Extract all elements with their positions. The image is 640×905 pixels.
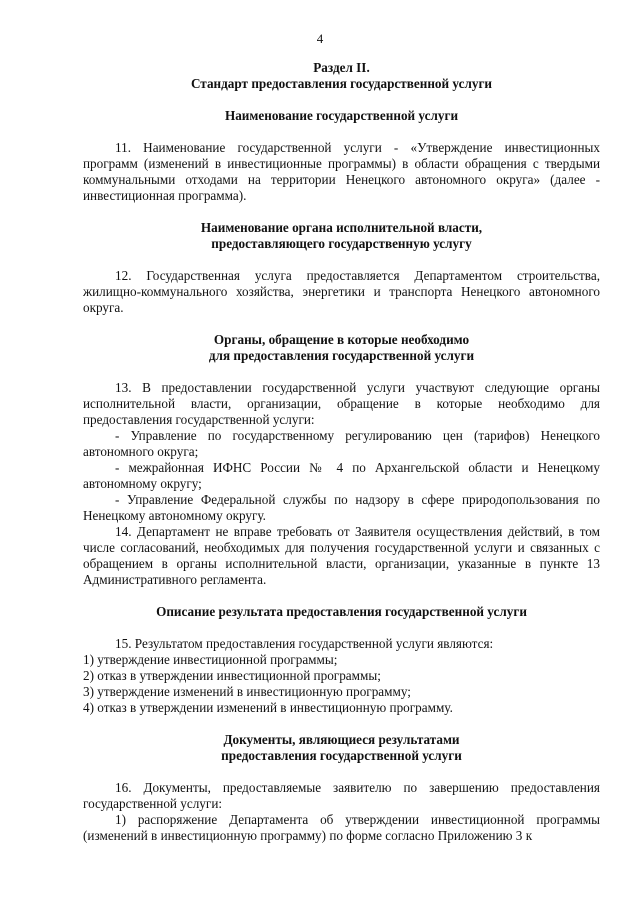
paragraph-13-item-c: - Управление Федеральной службы по надзору в сфере природопользования по Ненецкому автономному округу. <box>83 492 600 523</box>
heading-bodies <box>83 332 600 364</box>
heading-authority <box>83 220 600 252</box>
paragraph-16-item-1: 1) распоряжение Департамента об утверждении инвестиционной программы (изменений в инвестиционную программу) по форме согласно Приложению 3 к <box>83 812 600 843</box>
document-body <box>83 60 600 844</box>
paragraph-11: 11. Наименование государственной услуги - «Утверждение инвестиционных программ (изменений в инвестиционные программы) в области обращения с твердыми коммунальными отходами на территории Ненецкого автономного округа» (далее - инвестиционная программа). <box>83 140 600 203</box>
section-title-line2: Стандарт предоставления государственной услуги <box>190 76 493 91</box>
heading-result: Описание результата предоставления государственной услуги <box>156 604 527 619</box>
page-number: 4 <box>316 31 324 46</box>
heading-documents <box>83 732 600 764</box>
paragraph-13-item-b: - межрайонная ИФНС России № 4 по Архангельской области и Ненецкому автономному округу; <box>83 460 600 491</box>
heading-authority-line2: предоставляющего государственную услугу <box>211 236 472 251</box>
section-title <box>83 60 600 92</box>
paragraph-15-item-1: 1) утверждение инвестиционной программы; <box>83 652 338 667</box>
paragraph-12: 12. Государственная услуга предоставляется Департаментом строительства, жилищно-коммунального хозяйства, энергетики и транспорта Ненецкого автономного округа. <box>83 268 600 315</box>
paragraph-13-item-a: - Управление по государственному регулированию цен (тарифов) Ненецкого автономного округа; <box>83 428 600 459</box>
paragraph-13: 13. В предоставлении государственной услуги участвуют следующие органы исполнительной власти, организации, обращение в которые необходимо для предоставления государственной услуги: <box>83 380 600 427</box>
heading-service-name: Наименование государственной услуги <box>224 108 459 123</box>
heading-authority-line1: Наименование органа исполнительной власти, <box>200 220 483 235</box>
heading-bodies-line2: для предоставления государственной услуги <box>208 348 475 363</box>
heading-documents-line2: предоставления государственной услуги <box>221 748 462 763</box>
section-title-line1: Раздел II. <box>313 60 370 75</box>
paragraph-15-item-4: 4) отказ в утверждении изменений в инвестиционную программу. <box>83 700 453 715</box>
paragraph-16: 16. Документы, предоставляемые заявителю по завершению предоставления государственной услуги: <box>83 780 600 811</box>
paragraph-15-item-2: 2) отказ в утверждении инвестиционной программы; <box>83 668 381 683</box>
heading-bodies-line1: Органы, обращение в которые необходимо <box>213 332 470 347</box>
paragraph-15: 15. Результатом предоставления государственной услуги являются: <box>115 636 494 651</box>
heading-documents-line1: Документы, являющиеся результатами <box>223 732 460 747</box>
paragraph-15-item-3: 3) утверждение изменений в инвестиционную программу; <box>83 684 411 699</box>
paragraph-14: 14. Департамент не вправе требовать от Заявителя осуществления действий, в том числе согласований, необходимых для получения государственной услуги и связанных с обращением в органы исполнительной власти, организации, указанные в пункте 13 Административного регламента. <box>83 524 600 587</box>
